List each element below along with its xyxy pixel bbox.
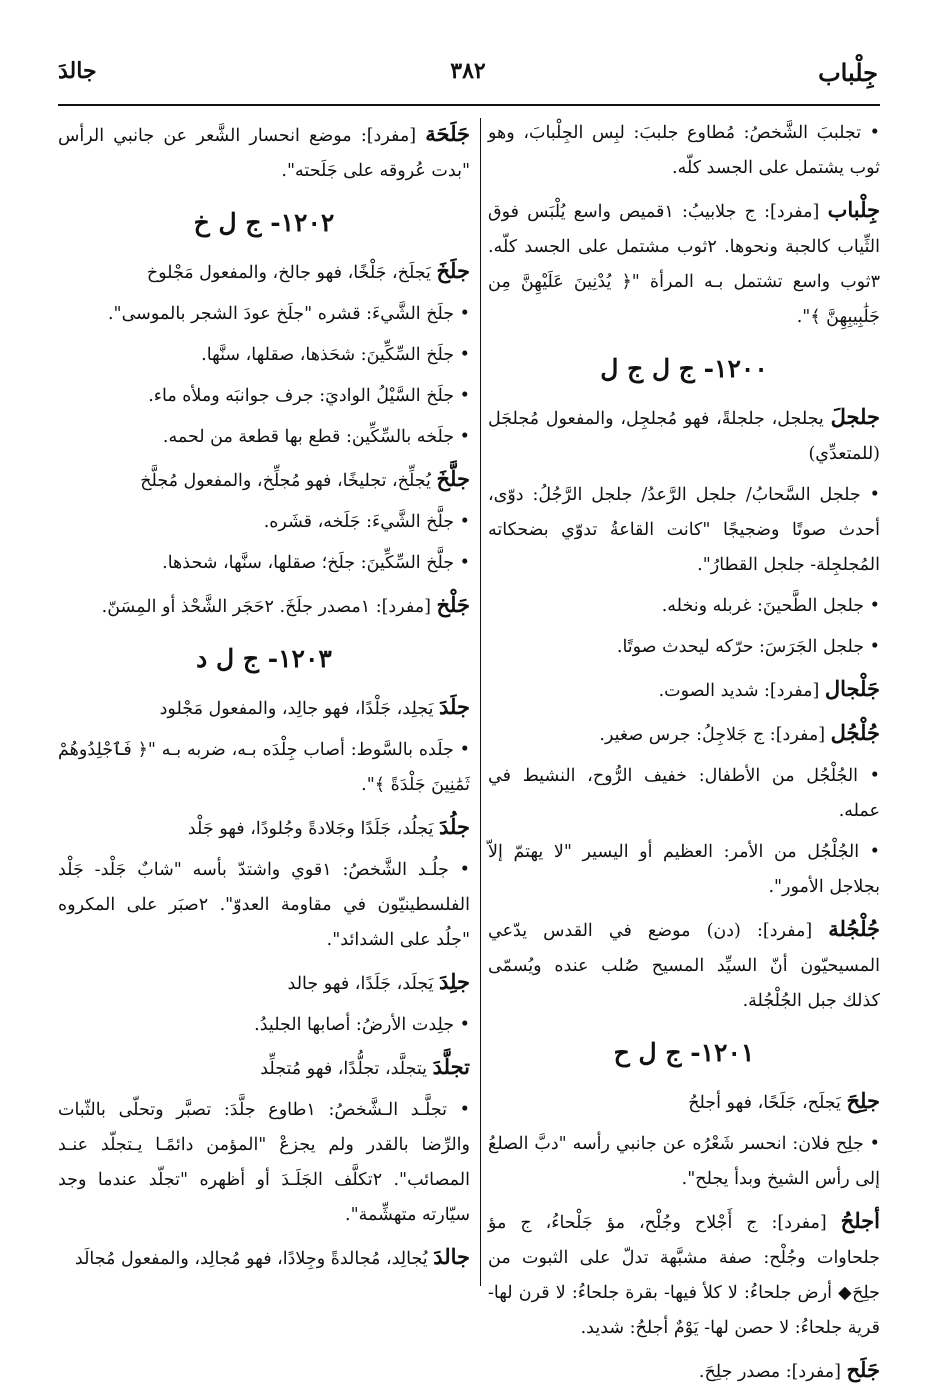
sense-item: • جلجل الطَّحينَ: غربله ونخله. [661,596,880,616]
entry-headword: جلَّخَ [436,466,470,491]
sense-item: • جلَخ السِّكِّينَ: شحَذها، صقلها، سنَّها. [201,345,470,365]
dictionary-entry [488,671,880,709]
dictionary-entry [488,192,880,335]
dictionary-entry [58,689,470,727]
entry-definition: يتجلَّد، تجلُّدًا، فهو مُتجلِّد [260,1059,433,1079]
entry-headword: جِلْباب [827,197,881,222]
dictionary-entry [488,911,880,1019]
entry-definition: [مفرد]: ج جَلاجِلُ: جرس صغير. [599,725,831,745]
sense-item: • جلَخه بالسِّكِّين: قطع بها قطعة من لحمه. [162,427,470,447]
entry-headword: جلَدَ [439,694,470,719]
entry-definition: [مفرد]: ١مصدر جلَخَ. ٢حَجَر الشَّحْذ أو المِسَنّ. [101,597,437,617]
entry-headword: جلِحَ [846,1088,880,1113]
entry-definition: [مفرد]: ج أَجْلاح وجُلْح، مؤ جَلْحاءُ، ج مؤ جلحاوات وجُلْح: صفة مشبَّهة تدلّ على الثبوت من جلِحَ◆ أرض جلحاءُ: لا كلأ فيها- بقرة جلحاءُ: لا قرن لها- قرية جلحاءُ: لا حصن لها- يَوْمٌ أجلحُ: شديد. [488,1213,880,1338]
sense-item: • الجُلْجُل من الأطفال: خفيف الرُّوح، النشيط في عمله. [488,766,880,821]
sense-item: • تجلببَ الشَّخصُ: مُطاوع جلببَ: لبِس الجِلْبابَ، وهو ثوب يشتمل على الجسد كلّه. [488,123,880,178]
sense-item: • جلجل السَّحابُ/ جلجل الرَّعدُ/ جلجل الرَّجُلُ: دوّى، أحدث صوتًا وضجيجًا "كانت القاعةُ تدوّي بضحكاته المُجلجِلة- جلجل القطارُ". [488,485,880,575]
dictionary-entry [58,253,470,291]
dictionary-entry [58,587,470,625]
dictionary-entry [58,461,470,499]
entry-definition: [مفرد]: موضع انحسار الشَّعر عن جانبي الرأس "بدت عُروقه على جَلَحته". [58,126,470,181]
dictionary-entry [58,1239,470,1277]
dictionary-entry [488,1083,880,1121]
header-first-word: جِلْباب [818,58,878,87]
sense-item: • الجُلْجُل من الأمر: العظيم أو اليسير "لا يهتمّ إلاّ بجلاجل الأمور". [488,842,880,897]
dictionary-entry [488,399,880,472]
dictionary-entry [58,116,470,189]
root-heading: ١٢٠١- ج ل ح [613,1038,755,1067]
sense-item: • تجلَّـد الـشَّخصُ: ١طاوع جلَّدَ: تصبَّر وتحلّى بالثّبات والرِّضا بالقدر ولم يجزعْ "المؤمن دائمًـا يـتجلّد عنـد المصائب". ٢تكلَّف الجَلَـدَ أو أظهره "تجلّد عندما وجد سيّارته متهشِّمة". [58,1100,470,1225]
entry-headword: جَلَح [846,1357,880,1382]
column-divider [480,118,481,1286]
root-heading: ١٢٠٣- ج ل د [196,644,332,673]
dictionary-entry [58,964,470,1002]
entry-headword: جُلْجُل [830,720,880,745]
entry-definition: يَجلُد، جَلَدًا وجَلادةً وجُلودًا، فهو جَلْد [187,819,440,839]
entry-headword: جَلْجال [824,676,880,701]
sense-item: • جلَده بالسَّوط: أصاب جِلْدَه بـه، ضربه بـه "﴿ فَٱجْلِدُوهُمْ ثَمَٰنِينَ جَلْدَةً ﴾". [58,740,470,795]
sense-item: • جلِح فلان: انحسر شَعْرُه عن جانبي رأسه "دبَّ الصلعُ إلى رأس الشيخ وبدأ يجلح". [488,1134,880,1189]
root-heading: ١٢٠٢- ج ل خ [193,208,335,237]
sense-item: • جلَّخ السِّكِّينَ: جلَخ؛ صقلها، سنَّها، شحذها. [162,553,470,573]
entry-definition: يَجلَح، جَلَحًا، فهو أجلحُ [688,1093,847,1113]
entry-headword: جلَخَ [436,258,470,283]
dictionary-entry [488,1203,880,1346]
entry-definition: يُجلِّخ، تجليخًا، فهو مُجلِّخ، والمفعول مُجلَّخ [140,471,437,491]
entry-definition: يجلجل، جلجلةً، فهو مُجلجِل، والمفعول مُجلجَل (للمتعدِّي) [488,409,880,464]
sense-item: • جلُـد الشَّخصُ: ١قوي واشتدّ بأسه "شابٌ جَلْد- جَلْد الفلسطينيّون في مقاومة العدوّ". ٢صبَر على المكروه "جلُد على الشدائد". [58,860,470,950]
page-number: ٣٨٢ [450,58,486,84]
entry-headword: جلِدَ [439,969,470,994]
sense-item: • جلَخ السَّيْلُ الواديَ: جرف جوانبَه وملأه ماء. [148,386,470,406]
right-column [488,116,881,1382]
entry-headword: جَلَحَة [425,121,470,146]
entry-definition: يَجلَد، جَلَدًا، فهو جالد [287,974,440,994]
root-heading: ١٢٠٠- ج ل ج ل [600,354,768,383]
page-header [58,52,878,92]
entry-definition: يَجلِد، جَلْدًا، فهو جالِد، والمفعول مَجْلود [159,699,440,719]
entry-definition: [مفرد]: مصدر جلِحَ. [698,1362,847,1382]
entry-definition: [مفرد]: شديد الصوت. [658,681,825,701]
entry-definition: [مفرد]: (دن) موضع في القدس يدّعي المسيحيّون أنّ السيِّد المسيح صُلب عنده ويُسمّى كذلك جبل الجُلْجُلة. [488,921,880,1011]
dictionary-entry [488,1352,880,1390]
sense-item: • جلَخ الشَّيءَ: قشره "جلَخ عودَ الشجر بالموسى". [107,304,470,324]
entry-definition: [مفرد]: ج جلابيبُ: ١قميص واسع يُلْبَس فوق الثِّياب كالجبة ونحوها. ٢ثوب مشتمل على الجسد كلّه. ٣ثوب واسع تشتمل بـه المرأة "﴿ يُدْنِينَ عَلَيْهِنَّ مِن جَلَٰبِيبِهِنَّ ﴾". [488,202,880,327]
sense-item: • جلَّخ الشَّيءَ: جَلَخه، قشَره. [263,512,470,532]
header-last-word: جالدَ [58,58,97,84]
sense-item: • جلجل الجَرَسَ: حرّكه ليحدث صوتًا. [616,637,880,657]
entry-headword: جلُدَ [439,814,470,839]
dictionary-entry [58,1049,470,1087]
entry-headword: جَلْخ [436,592,470,617]
entry-headword: جلجلَ [830,404,880,429]
header-rule [58,104,880,106]
entry-headword: تجلَّدَ [432,1054,470,1079]
entry-definition: يَجلَخ، جَلْخًا، فهو جالخ، والمفعول مَجْلوخ [146,263,437,283]
dictionary-entry [58,809,470,847]
entry-headword: جُلْجُلة [828,916,880,941]
entry-headword: جالدَ [433,1244,470,1269]
entry-definition: يُجالِد، مُجالدةً وجِلادًا، فهو مُجالِد، والمفعول مُجالَد [74,1249,434,1269]
entry-headword: أجلحُ [840,1208,880,1233]
sense-item: • جلِدت الأرضُ: أصابها الجليدُ. [254,1015,470,1035]
dictionary-entry [488,715,880,753]
left-column [58,116,470,1316]
